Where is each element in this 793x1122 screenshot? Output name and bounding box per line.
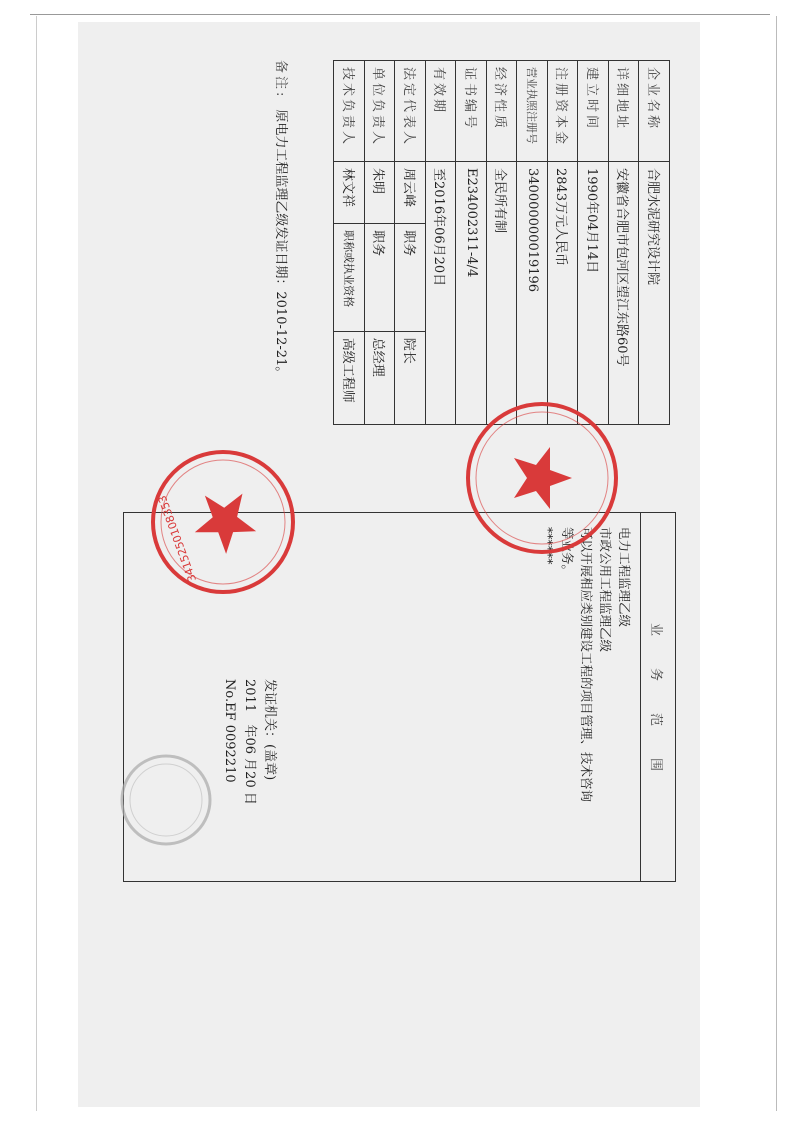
field-label: 职务 [395, 224, 426, 332]
scope-line: 市政公用工程监理乙级 [598, 527, 613, 653]
table-row [639, 61, 670, 425]
field-label: 注册资本金 [548, 61, 579, 162]
header-char: 围 [648, 758, 664, 772]
field-label: 法定代表人 [395, 61, 426, 162]
established-date: 1990年04月14日 [578, 162, 609, 425]
remark [271, 60, 289, 425]
field-label: 单位负责人 [365, 61, 396, 162]
unit-head-name: 朱明 [365, 162, 396, 224]
serial-number: No.EF 0092210 [222, 679, 237, 783]
business-scope-text [533, 513, 640, 881]
table-row [395, 61, 426, 425]
company-seal-right [462, 398, 622, 558]
page-edge-left [36, 16, 37, 1111]
table-row [365, 61, 396, 425]
issue-year: 2011 [242, 679, 257, 713]
certificate-info-table [334, 60, 671, 425]
seal-number: 3415250108353 [155, 493, 200, 584]
field-label: 有效期 [426, 61, 457, 162]
certificate-info-block [273, 60, 671, 425]
page-edge-top [30, 14, 770, 15]
legal-representative-name: 周云峰 [395, 162, 426, 224]
stamp-ring [122, 756, 210, 844]
issuer-label: 发证机关：(盖章) [262, 679, 277, 781]
field-label: 建立时间 [578, 61, 609, 162]
unit-head-title: 总经理 [365, 331, 396, 424]
issue-month-day: 年06 月20 日 [242, 724, 257, 805]
company-address: 安徽省合肥市包河区望江东路60号 [609, 162, 640, 425]
seal-star-icon [184, 483, 260, 561]
table-row [456, 61, 487, 425]
remark-label: 备注: [273, 60, 288, 100]
table-row [548, 61, 579, 425]
field-label: 企业名称 [639, 61, 670, 162]
stamp-inner-ring [130, 764, 202, 836]
table-row [487, 61, 518, 425]
field-label: 详细地址 [609, 61, 640, 162]
table-row [578, 61, 609, 425]
company-seal-left [148, 447, 298, 597]
certificate-number: E234002311-4/4 [456, 162, 487, 425]
field-label: 证书编号 [456, 61, 487, 162]
field-label: 职务 [365, 224, 396, 332]
header-char: 业 [648, 622, 664, 636]
economic-nature: 全民所有制 [487, 162, 518, 425]
scope-line: 电力工程监理乙级 [617, 527, 632, 628]
field-label: 经济性质 [487, 61, 518, 162]
issuer-block [219, 679, 279, 869]
business-scope-header [640, 513, 675, 881]
table-row [517, 61, 548, 425]
scope-line: 可以开展相应类别建设工程的项目管理、技术咨询 [579, 527, 594, 803]
technical-head-name: 林文祥 [334, 162, 365, 224]
table-row [609, 61, 640, 425]
seal-star-icon [514, 447, 572, 509]
field-label: 营业执照注册号 [517, 61, 548, 162]
scope-line: ****** [541, 527, 556, 565]
header-char: 范 [648, 713, 664, 727]
business-license-number: 340000000019196 [517, 162, 548, 425]
company-name: 合肥水泥研究设计院 [639, 162, 670, 425]
technical-head-title: 高级工程师 [334, 331, 365, 424]
registered-capital: 2843万元人民币 [548, 162, 579, 425]
scope-line: 等业务。 [560, 527, 575, 578]
field-label: 职称或执业资格 [334, 224, 365, 332]
page-edge-right [776, 16, 777, 1111]
remark-text: 原电力工程监理乙级发证日期：2010-12-21。 [273, 109, 288, 380]
legal-representative-title: 院长 [395, 331, 426, 424]
validity-period: 至2016年06月20日 [426, 162, 457, 425]
table-row [426, 61, 457, 425]
header-char: 务 [648, 667, 664, 681]
table-row [334, 61, 365, 425]
field-label: 技术负责人 [334, 61, 365, 162]
issuing-authority-stamp [118, 752, 214, 848]
